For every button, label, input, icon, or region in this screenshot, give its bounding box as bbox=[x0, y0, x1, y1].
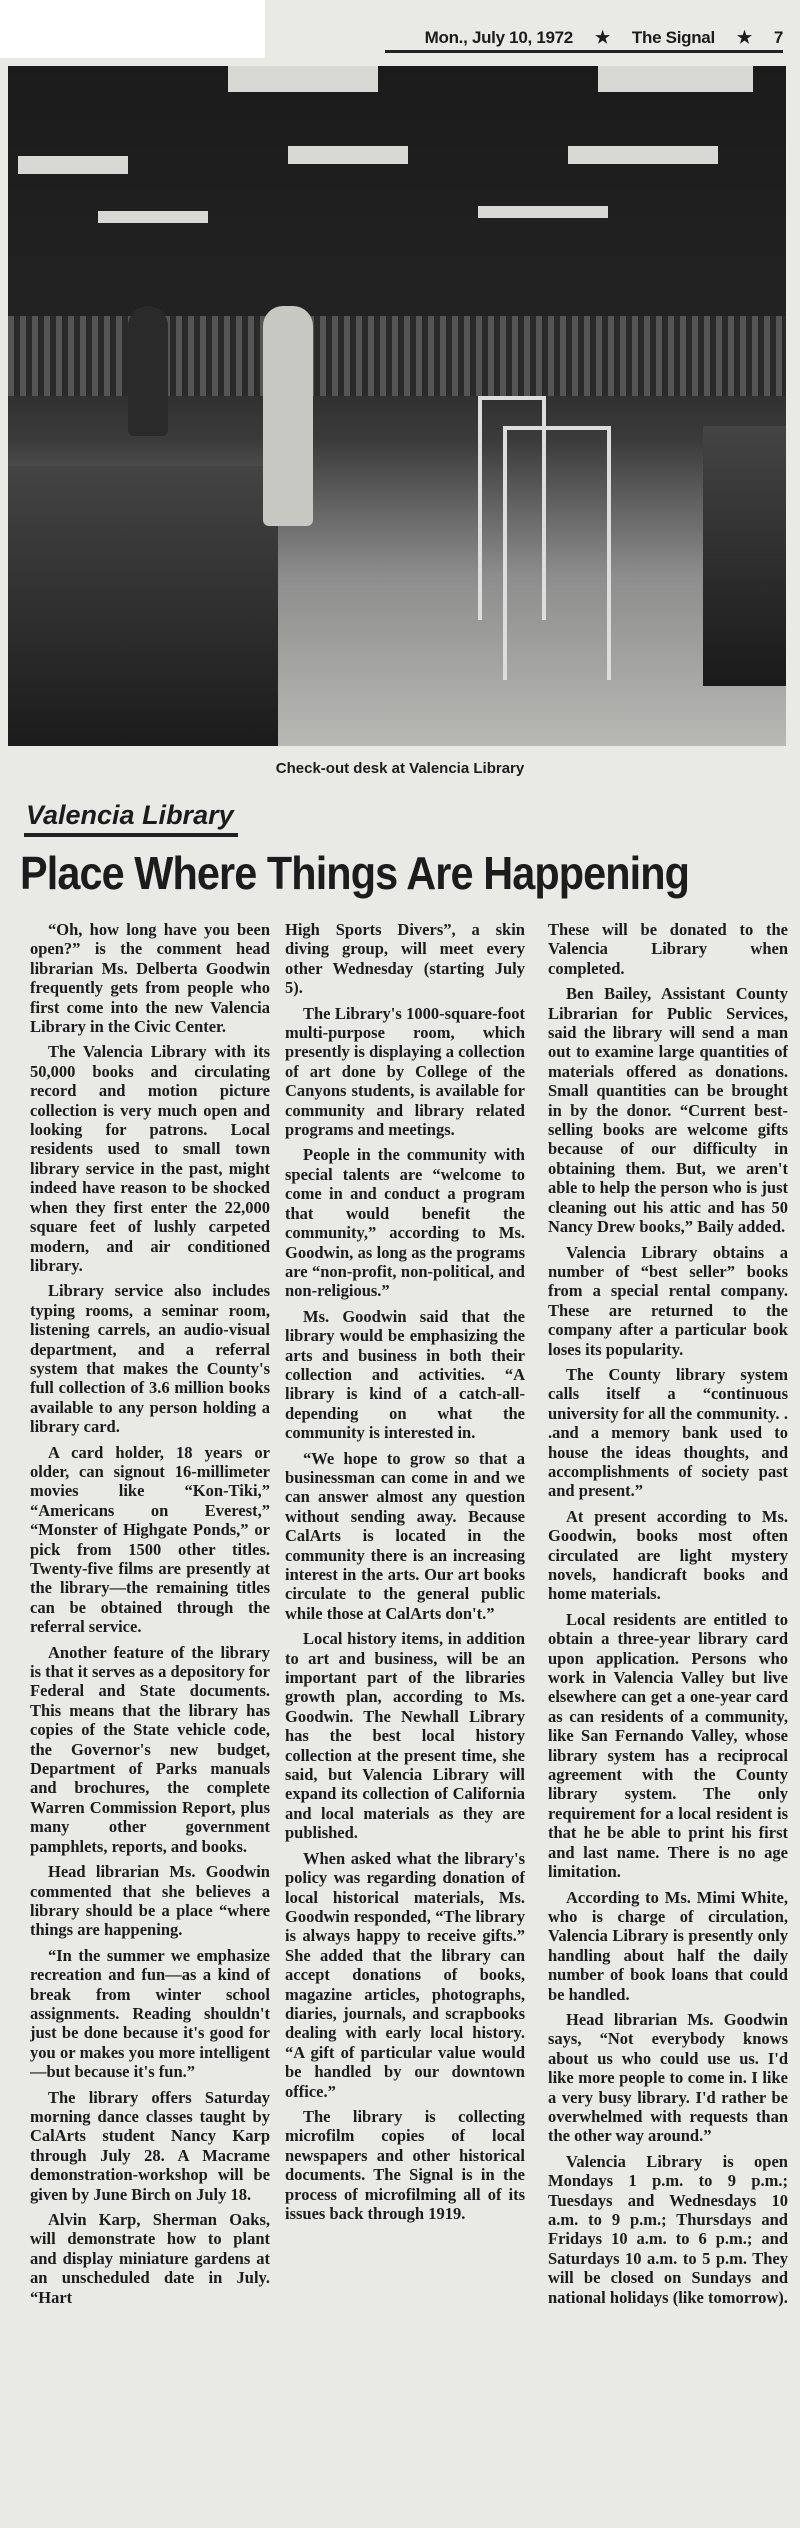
bookshelves bbox=[8, 316, 786, 396]
ceiling-light bbox=[478, 206, 608, 218]
library-photo bbox=[8, 66, 786, 746]
article-paragraph: Head librarian Ms. Goodwin says, “Not everybody knows about us who could use us. I'd like more people to come in. I like a very busy library. I'd rather be overwhelmed with requests than the other way around.” bbox=[548, 2009, 788, 2146]
ceiling-light bbox=[288, 146, 408, 164]
article-column bbox=[548, 920, 788, 2520]
ceiling-light bbox=[228, 66, 378, 92]
article-paragraph: High Sports Divers”, a skin diving group, will meet every other Wednesday (starting July 5). bbox=[285, 920, 525, 998]
article-paragraph: These will be donated to the Valencia Library when completed. bbox=[548, 920, 788, 978]
article-paragraph: The County library system calls itself a “continuous university for all the community. . .and a memory bank used to house the ideas thoughts, and accomplishments of society past and present.” bbox=[548, 1364, 788, 1501]
article-paragraph: At present according to Ms. Goodwin, books most often circulated are light mystery novels, handicraft books and home materials. bbox=[548, 1506, 788, 1604]
librarian-figure bbox=[263, 306, 313, 526]
article-paragraph: Local history items, in addition to art and business, will be an important part of the libraries growth plan, according to Ms. Goodwin. The Newhall Library has the best local history collection at the present time, she said, but Valencia Library will expand its collection of California and local materials as they are published. bbox=[285, 1629, 525, 1843]
article-paragraph: The Library's 1000-square-foot multi-purpose room, which presently is displaying a collection of art done by College of the Canyons students, is available for community and library related programs and meetings. bbox=[285, 1003, 525, 1140]
librarian-figure bbox=[128, 306, 168, 436]
article-paragraph: Local residents are entitled to obtain a three-year library card upon application. Persons who work in Valencia Valley but live elsewhere can get a one-year card as can residents of a community, like San Fernando Valley, whose library system has a reciprocal agreement with the County library system. The only requirement for a local resident is that he be able to print his first and last name. There is no age limitation. bbox=[548, 1609, 788, 1882]
article-kicker: Valencia Library bbox=[24, 800, 238, 837]
article-paragraph: Valencia Library obtains a number of “best seller” books from a special rental company. These are returned to the company after a particular book loses its popularity. bbox=[548, 1242, 788, 1359]
ceiling-light bbox=[598, 66, 753, 92]
star-icon: ★ bbox=[594, 28, 610, 47]
article-paragraph: Ms. Goodwin said that the library would be emphasizing the arts and business in both their collection and activities. “A library is kind of a catch-all-depending on what the community is interested in. bbox=[285, 1306, 525, 1443]
article-paragraph: The Valencia Library with its 50,000 books and circulating record and motion picture collection is very much open and looking for patrons. Local residents used to small town library service in the past, might indeed have reason to be shocked when they first enter the 22,000 square feet of lushly carpeted modern, and air conditioned library. bbox=[30, 1042, 270, 1275]
page-header bbox=[385, 22, 783, 53]
article-paragraph: Library service also includes typing rooms, a seminar room, listening carrels, an audio-visual department, and a referral system that makes the County's full collection of 3.6 million books available to any person holding a library card. bbox=[30, 1281, 270, 1437]
article-paragraph: Valencia Library is open Mondays 1 p.m. to 9 p.m.; Tuesdays and Wednesdays 10 a.m. to 9 p.m.; Thursdays and Fridays 10 a.m. to 6 p.m.; and Saturdays 10 a.m. to 5 p.m. They will be closed on Sundays and national holidays (like tomorrow). bbox=[548, 2151, 788, 2307]
ceiling-light bbox=[98, 211, 208, 223]
star-icon: ★ bbox=[736, 28, 752, 47]
article-paragraph: “In the summer we emphasize recreation and fun—as a kind of break from winter school assignments. Reading shouldn't just be done because it's good for you or makes you more intelligent—but because it's fun.” bbox=[30, 1945, 270, 2082]
article-paragraph: According to Ms. Mimi White, who is charge of circulation, Valencia Library is presently only handling about half the daily number of book loans that could be handled. bbox=[548, 1887, 788, 2004]
ceiling-light bbox=[568, 146, 718, 164]
article-paragraph: Another feature of the library is that it serves as a depository for Federal and State documents. This means that the library has copies of the State vehicle code, the Governor's new budget, Department of Parks manuals and brochures, the complete Warren Commission Report, plus many other government pamphlets, reports, and books. bbox=[30, 1642, 270, 1856]
article-paragraph: A card holder, 18 years or older, can signout 16-millimeter movies like “Kon-Tiki,” “Americans on Everest,” “Monster of Highgate Ponds,” or pick from 1500 other titles. Twenty-five films are presently at the library—the remaining titles can be obtained through the referral service. bbox=[30, 1442, 270, 1637]
photo-caption: Check-out desk at Valencia Library bbox=[275, 760, 525, 777]
article-paragraph: Head librarian Ms. Goodwin commented that she believes a library should be a place “where things are happening. bbox=[30, 1862, 270, 1940]
article-column bbox=[285, 920, 525, 2520]
newspaper-name: The Signal bbox=[631, 28, 715, 47]
article-paragraph: When asked what the library's policy was regarding donation of local historical materials, Ms. Goodwin responded, “The library is always happy to receive gifts.” She added that the library can accept donations of books, magazine articles, photographs, diaries, journals, and scrapbooks dealing with early local history. “A gift of particular value would be handled by our downtown office.” bbox=[285, 1848, 525, 2101]
article-column bbox=[30, 920, 270, 2520]
article-paragraph: Ben Bailey, Assistant County Librarian for Public Services, said the library will send a man out to examine large quantities of materials offered as donations. Small quantities can be brought in by the donor. “Current best-selling books are welcome gifts because of our difficulty in obtaining them. But, we aren't able to help the person who is just cleaning out his attic and has 50 Nancy Drew books,” Baily added. bbox=[548, 984, 788, 1237]
issue-date: Mon., July 10, 1972 bbox=[424, 28, 573, 47]
checkout-desk bbox=[8, 466, 278, 746]
page-number: 7 bbox=[773, 28, 783, 47]
article-paragraph: The library is collecting microfilm copies of local newspapers and other historical documents. The Signal is in the process of microfilming all of its issues back through 1919. bbox=[285, 2106, 525, 2223]
article-paragraph: “Oh, how long have you been open?” is the comment head librarian Ms. Delberta Goodwin frequently gets from people who first come into the new Valencia Library in the Civic Center. bbox=[30, 920, 270, 1037]
article-paragraph: “We hope to grow so that a businessman can come in and we can answer almost any question without sending away. Because CalArts is located in the community there is an increasing interest in the arts. Our art books circulate to the general public while those at CalArts don't.” bbox=[285, 1448, 525, 1623]
entry-rail bbox=[478, 396, 546, 620]
article-headline: Place Where Things Are Happening bbox=[20, 847, 690, 899]
article-paragraph: Alvin Karp, Sherman Oaks, will demonstrate how to plant and display miniature gardens at an unscheduled date in July. “Hart bbox=[30, 2210, 270, 2307]
article-paragraph: People in the community with special talents are “welcome to come in and conduct a program that would benefit the community,” according to Ms. Goodwin, as long as the programs are “non-profit, non-political, and non-religious.” bbox=[285, 1145, 525, 1301]
counter bbox=[703, 426, 786, 686]
ceiling-light bbox=[18, 156, 128, 174]
article-paragraph: The library offers Saturday morning dance classes taught by CalArts student Nancy Karp through July 28. A Macrame demonstration-workshop will be given by June Birch on July 18. bbox=[30, 2087, 270, 2204]
